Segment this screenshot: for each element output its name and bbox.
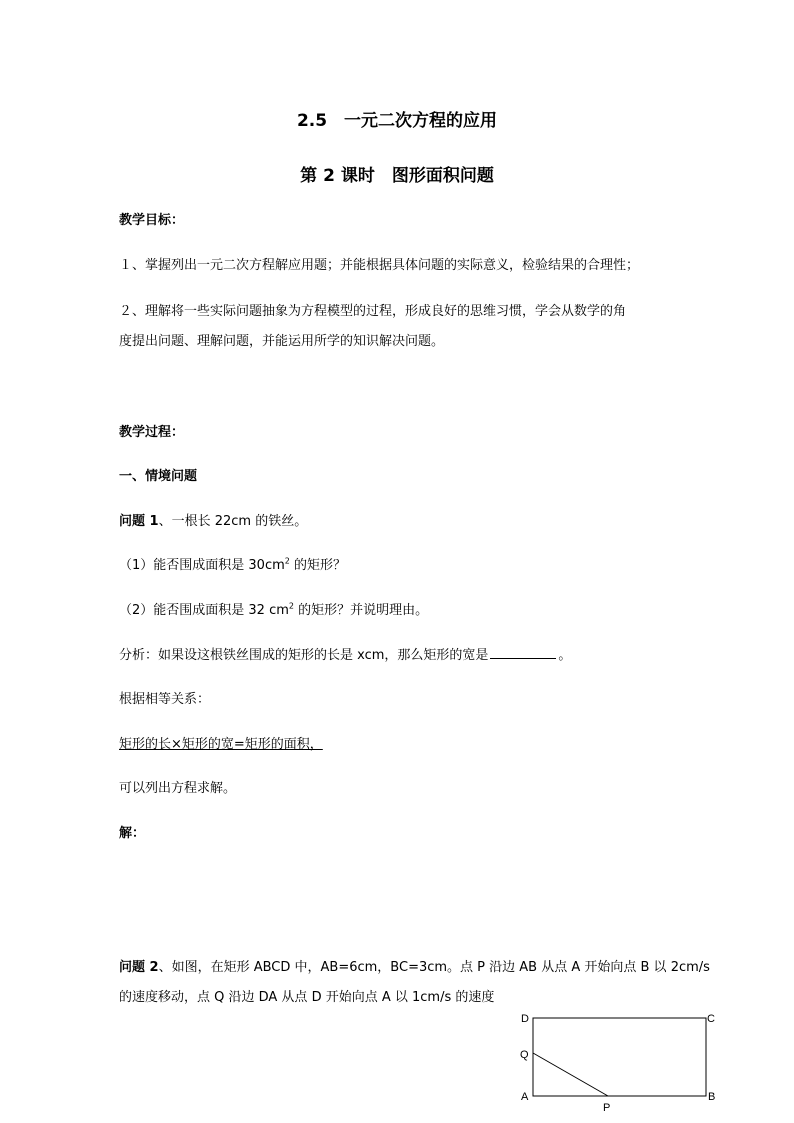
problem-1-question-2 xyxy=(119,601,428,621)
answer-blank[interactable] xyxy=(490,646,556,659)
vertex-label-c: C xyxy=(707,1013,715,1025)
problem-1-analysis xyxy=(119,646,571,666)
problem-2-line-1 xyxy=(119,958,710,978)
vertex-label-b: B xyxy=(708,1091,716,1103)
process-heading: 教学过程： xyxy=(119,425,185,440)
objective-item-2-line-2: 度提出问题、理解问题，并能运用所学的知识解决问题。 xyxy=(119,334,445,349)
vertex-label-a: A xyxy=(521,1091,529,1103)
problem-2-text-line-1: 、如图，在矩形 ABCD 中，AB=6cm，BC=3cm。点 P 沿边 AB 从点 A 开始向点 B 以 2cm/s xyxy=(158,960,710,975)
question-1-text: （1）能否围成面积是 30cm xyxy=(119,558,285,573)
point-label-q: Q xyxy=(520,1049,529,1061)
rectangle-abcd xyxy=(533,1018,706,1096)
equal-relation: 矩形的长×矩形的宽=矩形的面积， xyxy=(119,737,323,752)
problem-1-label: 问题 1 xyxy=(119,514,159,529)
question-2-text: （2）能否围成面积是 32 cm xyxy=(119,603,289,618)
objective-item-1: １、掌握列出一元二次方程解应用题；并能根据具体问题的实际意义，检验结果的合理性； xyxy=(119,258,640,273)
segment-qp xyxy=(533,1053,608,1096)
rectangle-figure xyxy=(510,1005,730,1117)
section-heading-situation: 一、情境问题 xyxy=(119,469,198,484)
question-1-suffix: 的矩形？ xyxy=(289,558,346,573)
relation-intro: 根据相等关系： xyxy=(119,692,211,707)
solution-label: 解： xyxy=(119,826,146,841)
question-1-superscript: 2 xyxy=(284,556,290,566)
problem-1-statement xyxy=(119,512,307,532)
problem-1-text: 、一根长 22cm 的铁丝。 xyxy=(158,514,308,529)
question-2-suffix: 的矩形？并说明理由。 xyxy=(293,603,429,618)
rectangle-abcd-diagram xyxy=(510,1005,730,1117)
analysis-suffix: 。 xyxy=(558,648,572,663)
problem-2-label: 问题 2 xyxy=(119,960,159,975)
conclusion-text: 可以列出方程求解。 xyxy=(119,781,237,796)
analysis-text: 分析：如果设这根铁丝围成的矩形的长是 xcm，那么矩形的宽是 xyxy=(119,648,489,663)
objectives-heading: 教学目标： xyxy=(119,213,185,228)
lesson-subtitle: 第 2 课时 图形面积问题 xyxy=(300,166,494,186)
objective-item-2-line-1: ２、理解将一些实际问题抽象为方程模型的过程，形成良好的思维习惯，学会从数学的角 xyxy=(119,304,627,319)
problem-2-line-2: 的速度移动，点 Q 沿边 DA 从点 D 开始向点 A 以 1cm/s 的速度 xyxy=(119,990,495,1005)
point-label-p: P xyxy=(603,1102,611,1114)
question-2-superscript: 2 xyxy=(288,601,294,611)
vertex-label-d: D xyxy=(521,1013,529,1025)
problem-1-question-1 xyxy=(119,556,346,576)
document-title: 2.5 一元二次方程的应用 xyxy=(296,111,498,131)
